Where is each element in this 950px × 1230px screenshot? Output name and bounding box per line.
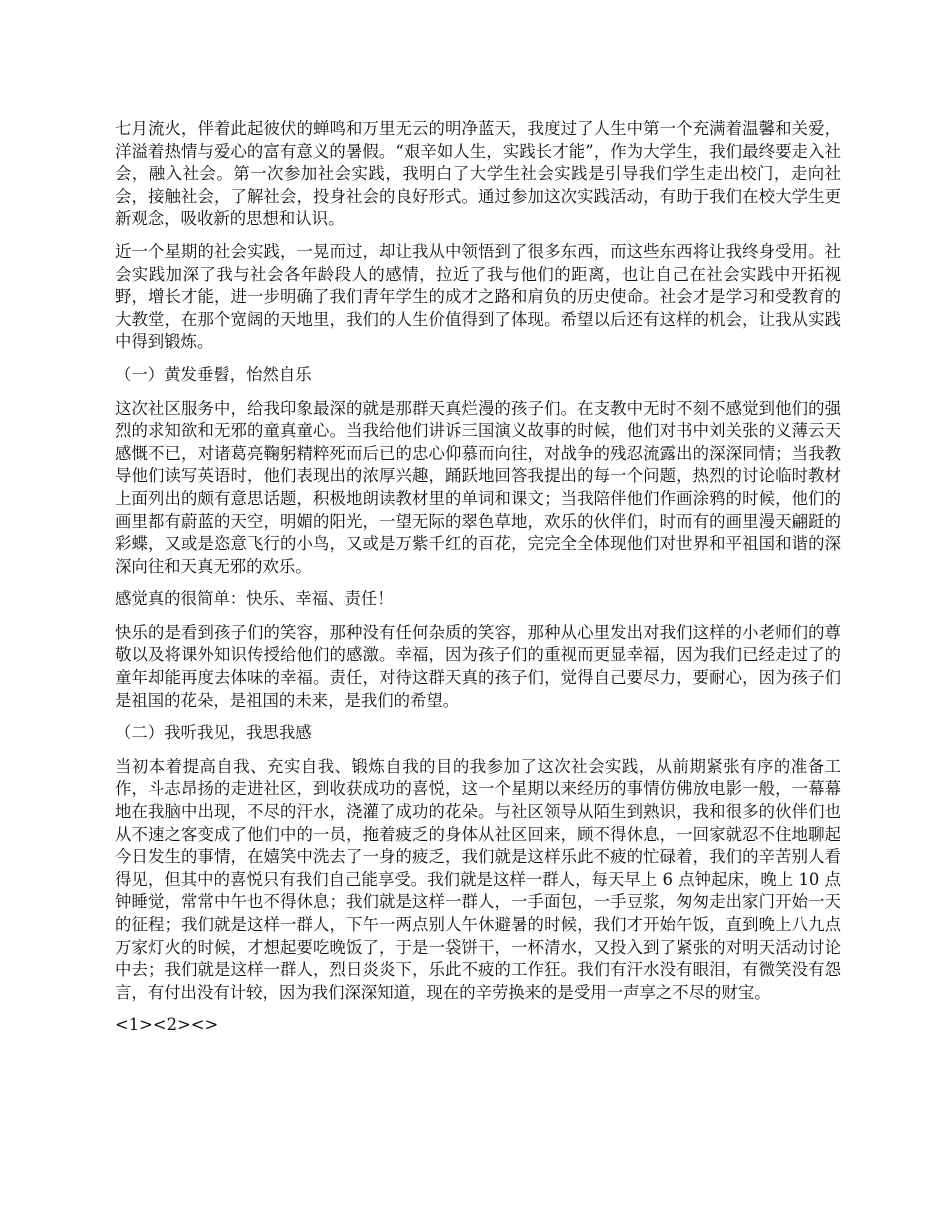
paragraph-children: 这次社区服务中，给我印象最深的就是那群天真烂漫的孩子们。在支教中无时不刻不感觉到他们的强烈的求知欲和无邪的童真童心。当我给他们讲诉三国演义故事的时候，他们对书中刘关张的义薄云天感慨不已，对诸葛亮鞠躬精粹死而后已的忠心仰慕而向往，对战争的残忍流露出的深深同情；当我教导他们读写英语时，他们表现出的浓厚兴趣，踊跃地回答我提出的每一个问题，热烈的讨论临时教材上面列出的颇有意思话题，积极地朗读教材里的单词和课文；当我陪伴他们作画涂鸦的时候，他们的画里都有蔚蓝的天空，明媚的阳光，一望无际的翠色草地，欢乐的伙伴们，时而有的画里漫天翩跹的彩蝶，又或是恣意飞行的小鸟，又或是万紫千红的百花，完完全全体现他们对世界和平祖国和谐的深深向往和天真无邪的欢乐。 (115, 398, 841, 576)
pagination-links[interactable]: <1><2><> (115, 1015, 219, 1035)
paragraph-feeling: 感觉真的很简单：快乐、幸福、责任！ (115, 589, 394, 609)
paragraph-experience: 当初本着提高自我、充实自我、锻炼自我的目的我参加了这次社会实践，从前期紧张有序的准备工作，斗志昂扬的走进社区，到收获成功的喜悦，这一个星期以来经历的事情仿佛放电影一般，一幕幕地在我脑中出现，不尽的汗水，浇灌了成功的花朵。与社区领导从陌生到熟识，我和很多的伙伴们也从不速之客变成了他们中的一员，拖着疲乏的身体从社区回来，顾不得休息，一回家就忍不住地聊起今日发生的事情，在嬉笑中洗去了一身的疲乏，我们就是这样乐此不疲的忙碌着，我们的辛苦别人看得见，但其中的喜悦只有我们自己能享受。我们就是这样一群人，每天早上 6 点钟起床，晚上 10 点钟睡觉，常常中午也不得休息；我们就是这样一群人，一手面包，一手豆浆，匆匆走出家门开始一天的征程；我们就是这样一群人，下午一两点别人午休避暑的时候，我们才开始午饭，直到晚上八九点万家灯火的时候，才想起要吃晚饭了，于是一袋饼干，一杯清水，又投入到了紧张的对明天活动讨论中去；我们就是这样一群人，烈日炎炎下，乐此不疲的工作狂。我们有汗水没有眼泪，有微笑没有怨言，有付出没有计较，因为我们深深知道，现在的辛劳换来的是受用一声享之不尽的财宝。 (115, 756, 841, 1002)
section-heading-1: （一）黄发垂髫，怡然自乐 (115, 364, 312, 384)
paragraph-reflection: 近一个星期的社会实践，一晃而过，却让我从中领悟到了很多东西，而这些东西将让我终身受用。社会实践加深了我与社会各年龄段人的感情，拉近了我与他们的距离，也让自己在社会实践中开拓视野，增长才能，进一步明确了我们青年学生的成才之路和肩负的历史使命。社会才是学习和受教育的大教堂，在那个宽阔的天地里，我们的人生价值得到了体现。希望以后还有这样的机会，让我从实践中得到锻炼。 (115, 241, 841, 352)
paragraph-happiness: 快乐的是看到孩子们的笑容，那种没有任何杂质的笑容，那种从心里发出对我们这样的小老师们的尊敬以及将课外知识传授给他们的感激。幸福，因为孩子们的重视而更显幸福，因为我们已经走过了的童年却能再度去体味的幸福。责任，对待这群天真的孩子们，觉得自己要尽力，要耐心，因为孩子们是祖国的花朵，是祖国的未来，是我们的希望。 (115, 622, 841, 710)
document-body (115, 118, 841, 1047)
paragraph-intro: 七月流火，伴着此起彼伏的蝉鸣和万里无云的明净蓝天，我度过了人生中第一个充满着温馨和关爱，洋溢着热情与爱心的富有意义的暑假。“艰辛如人生，实践长才能”，作为大学生，我们最终要走入社会，融入社会。第一次参加社会实践，我明白了大学生社会实践是引导我们学生走出校门，走向社会，接触社会，了解社会，投身社会的良好形式。通过参加这次实践活动，有助于我们在校大学生更新观念，吸收新的思想和认识。 (115, 119, 841, 229)
section-heading-2: （二）我听我见，我思我感 (115, 723, 312, 743)
